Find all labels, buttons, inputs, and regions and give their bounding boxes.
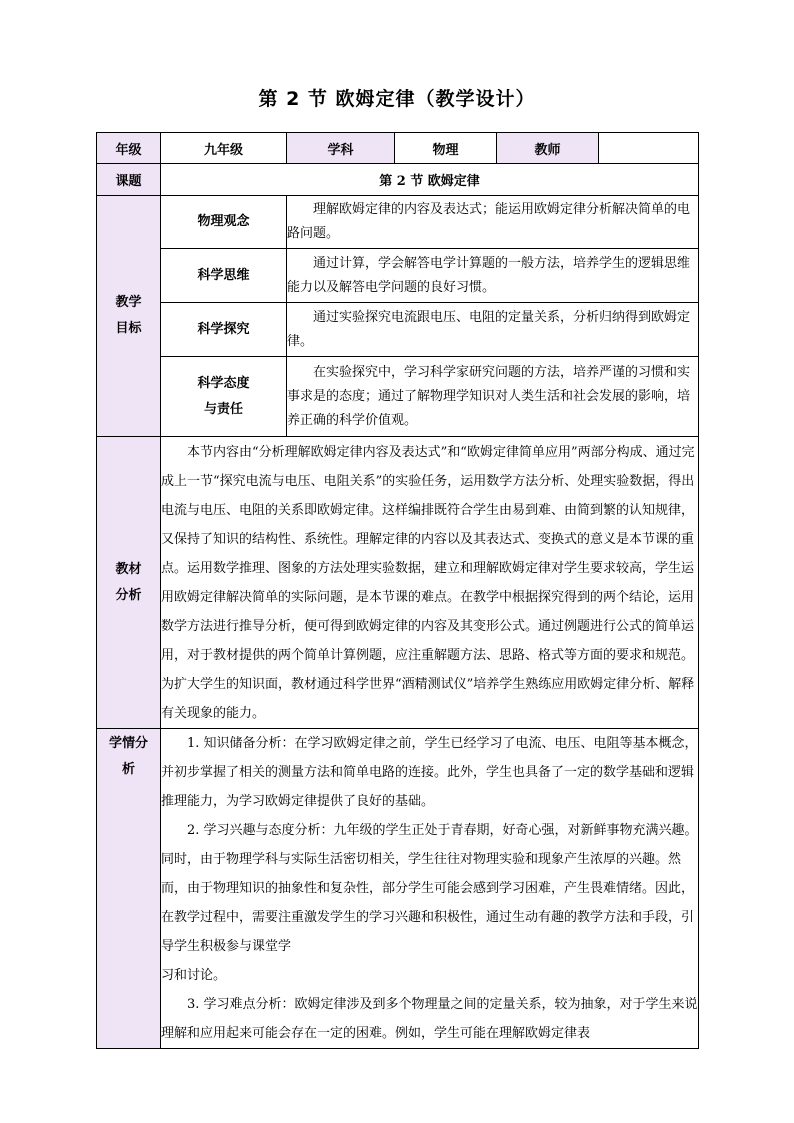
students-paragraph-difficulty: 3. 学习难点分析：欧姆定律涉及到多个物理量之间的定量关系，较为抽象，对于学生来说理解和应用起来可能会存在一定的困难。例如，学生可能在理解欧姆定律表 xyxy=(161,997,698,1041)
material-label-line2: 分析 xyxy=(115,587,142,603)
lesson-plan-table xyxy=(96,132,699,1049)
topic-row xyxy=(97,164,699,196)
goal-text-scientific-thinking: 通过计算，学会解答电学计算题的一般方法，培养学生的逻辑思维能力以及解答电学问题的良好习惯。 xyxy=(287,249,699,303)
students-paragraph-interest: 2. 学习兴趣与态度分析：九年级的学生正处于青春期，好奇心强，对新鲜事物充满兴趣。同时，由于物理学科与实际生活密切相关，学生往往对物理实验和现象产生浓厚的兴趣。然而，由于物理知识的抽象性和复杂性，部分学生可能会感到学习困难，产生畏难情绪。因此，在教学过程中，需要注重激发学生的学习兴趣和积极性，通过生动有趣的教学方法和手段，引导学生积极参与课堂学 xyxy=(161,823,698,954)
students-text xyxy=(161,729,699,1049)
students-paragraph-knowledge: 1. 知识储备分析：在学习欧姆定律之前，学生已经学习了电流、电压、电阻等基本概念，并初步掌握了相关的测量方法和简单电路的连接。此外，学生也具备了一定的数学基础和逻辑推理能力，为学习欧姆定律提供了良好的基础。 xyxy=(161,736,698,809)
grade-label: 年级 xyxy=(97,133,161,164)
goal-label-scientific-thinking: 科学思维 xyxy=(161,249,287,303)
teacher-value xyxy=(599,133,699,164)
goal-label-attitude-line1: 科学态度 xyxy=(197,375,250,391)
subject-value: 物理 xyxy=(395,133,497,164)
topic-value: 第 2 节 欧姆定律 xyxy=(161,164,699,196)
goal-label-attitude xyxy=(161,357,287,437)
goals-label xyxy=(97,196,161,437)
material-text: 本节内容由“分析理解欧姆定律内容及表达式”和“欧姆定律简单应用”两部分构成、通过完成上一节“探究电流与电压、电阻关系”的实验任务，运用数学方法分析、处理实验数据，得出电流与电压、电阻的关系即欧姆定律。这样编排既符合学生由易到难、由简到繁的认知规律，又保持了知识的结构性、系统性。理解定律的内容以及其表达式、变换式的意义是本节课的重点。运用数学推理、图象的方法处理实验数据，建立和理解欧姆定律对学生要求较高，学生运用欧姆定律解决简单的实际问题，是本节课的难点。在教学中根据探究得到的两个结论，运用数学方法进行推导分析，便可得到欧姆定律的内容及其变形公式。通过例题进行公式的简单运用，对于教材提供的两个简单计算例题，应注重解题方法、思路、格式等方面的要求和规范。为扩大学生的知识面，教材通过科学世界“酒精测试仪”培养学生熟练应用欧姆定律分析、解释有关现象的能力。 xyxy=(161,437,699,729)
students-label-line1: 学情分 xyxy=(108,736,148,751)
goal-label-attitude-line2: 与责任 xyxy=(203,401,243,417)
goals-label-line2: 目标 xyxy=(115,321,142,336)
topic-label: 课题 xyxy=(97,164,161,196)
goal-text-scientific-inquiry: 通过实验探究电流跟电压、电阻的定量关系，分析归纳得到欧姆定律。 xyxy=(287,303,699,357)
header-row xyxy=(97,133,699,164)
students-label xyxy=(97,729,161,1049)
students-row xyxy=(97,729,699,1049)
goal-text-physics-concept: 理解欧姆定律的内容及表达式；能运用欧姆定律分析解决简单的电路问题。 xyxy=(287,196,699,249)
goal-label-scientific-inquiry: 科学探究 xyxy=(161,303,287,357)
goal-row xyxy=(97,303,699,357)
material-row xyxy=(97,437,699,729)
goal-row xyxy=(97,249,699,303)
material-label-line1: 教材 xyxy=(115,561,142,577)
page-title: 第 2 节 欧姆定律（教学设计） xyxy=(258,88,536,110)
material-label xyxy=(97,437,161,729)
goal-row xyxy=(97,357,699,437)
students-paragraph-interest-tail: 习和讨论。 xyxy=(161,968,227,983)
subject-label: 学科 xyxy=(287,133,395,164)
goal-label-physics-concept: 物理观念 xyxy=(161,196,287,249)
teacher-label: 教师 xyxy=(497,133,599,164)
goal-text-attitude: 在实验探究中，学习科学家研究问题的方法，培养严谨的习惯和实事求是的态度；通过了解物理学知识对人类生活和社会发展的影响，培养正确的科学价值观。 xyxy=(287,357,699,437)
students-label-line2: 析 xyxy=(121,762,135,777)
goal-row xyxy=(97,196,699,249)
goals-label-line1: 教学 xyxy=(115,295,142,310)
grade-value: 九年级 xyxy=(161,133,287,164)
